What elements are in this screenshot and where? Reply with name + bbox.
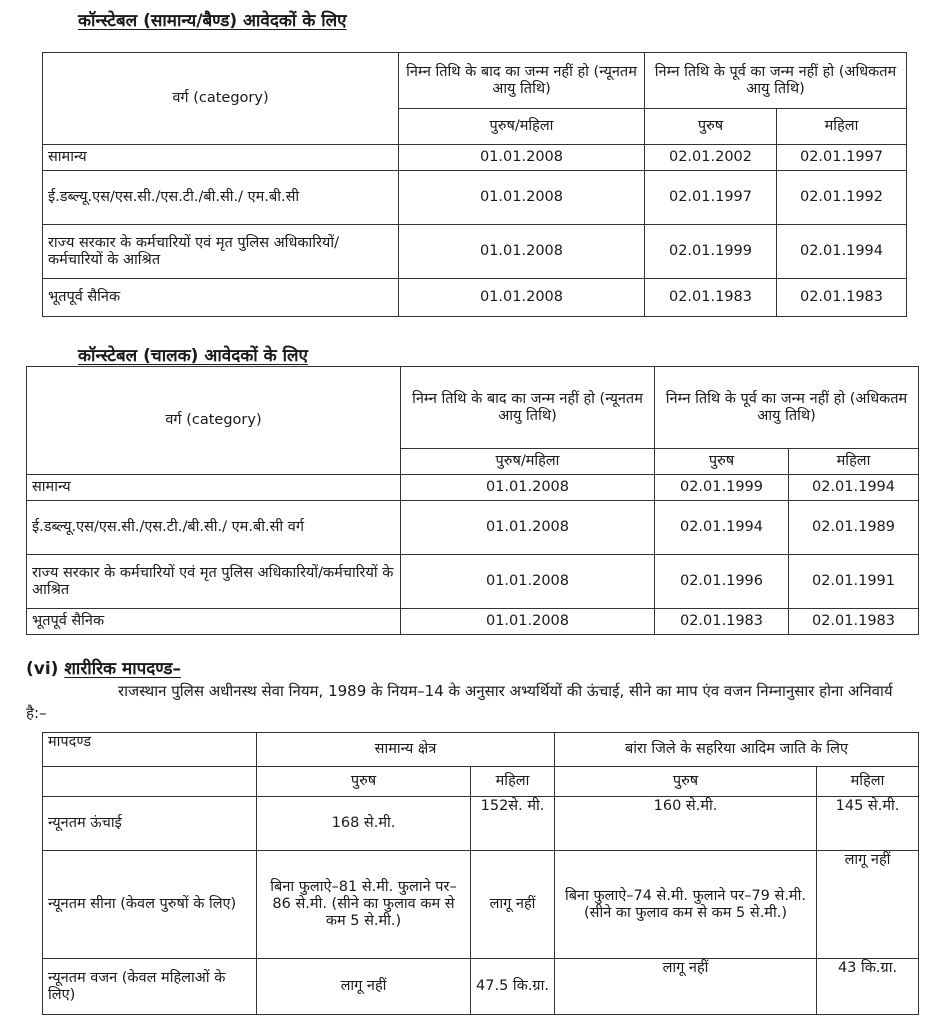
table-row xyxy=(43,851,919,959)
table-row xyxy=(27,475,919,501)
header-baran-sahariya: बांरा जिले के सहरिया आदिम जाति के लिए xyxy=(555,733,919,767)
section2-heading: कॉन्स्टेबल (चालक) आवेदकों के लिए xyxy=(78,346,308,366)
criteria-cell: न्यूनतम ऊंचाई xyxy=(43,797,257,851)
male-date-cell: 02.01.1999 xyxy=(655,475,789,501)
min-date-cell: 01.01.2008 xyxy=(401,475,655,501)
category-cell: ई.डब्ल्यू.एस/एस.सी./एस.टी./बी.सी./ एम.बी.सी वर्ग xyxy=(27,501,401,555)
section1-heading: कॉन्स्टेबल (सामान्य/बैण्ड) आवेदकों के लिए xyxy=(78,11,347,31)
category-cell: राज्य सरकार के कर्मचारियों एवं मृत पुलिस अधिकारियों/कर्मचारियों के आश्रित xyxy=(43,225,399,279)
header-category: वर्ग (category) xyxy=(43,53,399,145)
min-date-cell: 01.01.2008 xyxy=(399,225,645,279)
table-row xyxy=(43,797,919,851)
header-max-age: निम्न तिथि के पूर्व का जन्म नहीं हो (अधिकतम आयु तिथि) xyxy=(655,367,919,449)
gen-female-cell: 47.5 कि.ग्रा. xyxy=(471,959,555,1015)
category-cell: ई.डब्ल्यू.एस/एस.सी./एस.टी./बी.सी./ एम.बी.सी xyxy=(43,171,399,225)
male-date-cell: 02.01.1996 xyxy=(655,555,789,609)
header-male: पुरुष xyxy=(645,109,777,145)
baran-female-cell: 43 कि.ग्रा. xyxy=(817,959,919,1015)
table-row xyxy=(27,501,919,555)
min-date-cell: 01.01.2008 xyxy=(401,555,655,609)
female-date-cell: 02.01.1992 xyxy=(777,171,907,225)
header-min-age: निम्न तिथि के बाद का जन्म नहीं हो (न्यूनतम आयु तिथि) xyxy=(399,53,645,109)
header-gen-male: पुरुष xyxy=(257,767,471,797)
female-date-cell: 02.01.1991 xyxy=(789,555,919,609)
age-table-general-band xyxy=(42,52,907,317)
min-date-cell: 01.01.2008 xyxy=(399,171,645,225)
header-baran-female: महिला xyxy=(817,767,919,797)
male-date-cell: 02.01.1983 xyxy=(645,279,777,317)
table-row xyxy=(43,145,907,171)
age-table-driver xyxy=(26,366,919,635)
section3-title: शारीरिक मापदण्ड– xyxy=(64,659,181,679)
baran-male-cell: बिना फुलाऐ–74 से.मी. फुलाने पर–79 से.मी. (सीने का फुलाव कम से कम 5 से.मी.) xyxy=(555,851,817,959)
table-row xyxy=(43,959,919,1015)
gen-female-cell: 152से. मी. xyxy=(471,797,555,851)
baran-male-cell: लागू नहीं xyxy=(555,959,817,1015)
male-date-cell: 02.01.1999 xyxy=(645,225,777,279)
gen-male-cell: 168 से.मी. xyxy=(257,797,471,851)
table-row xyxy=(43,225,907,279)
male-date-cell: 02.01.1997 xyxy=(645,171,777,225)
header-baran-male: पुरुष xyxy=(555,767,817,797)
male-date-cell: 02.01.1983 xyxy=(655,609,789,635)
baran-male-cell: 160 से.मी. xyxy=(555,797,817,851)
blank-cell xyxy=(43,767,257,797)
male-date-cell: 02.01.1994 xyxy=(655,501,789,555)
female-date-cell: 02.01.1994 xyxy=(789,475,919,501)
min-date-cell: 01.01.2008 xyxy=(401,501,655,555)
gen-female-cell: लागू नहीं xyxy=(471,851,555,959)
gen-male-cell: बिना फुलाऐ–81 से.मी. फुलाने पर–86 से.मी. (सीने का फुलाव कम से कम 5 से.मी.) xyxy=(257,851,471,959)
female-date-cell: 02.01.1983 xyxy=(789,609,919,635)
table-row xyxy=(43,279,907,317)
female-date-cell: 02.01.1994 xyxy=(777,225,907,279)
table-row xyxy=(43,171,907,225)
category-cell: सामान्य xyxy=(43,145,399,171)
header-female: महिला xyxy=(777,109,907,145)
physical-standards-table xyxy=(42,732,919,1015)
table-row xyxy=(27,609,919,635)
header-min-age: निम्न तिथि के बाद का जन्म नहीं हो (न्यूनतम आयु तिथि) xyxy=(401,367,655,449)
header-general-area: सामान्य क्षेत्र xyxy=(257,733,555,767)
header-male-female: पुरुष/महिला xyxy=(401,449,655,475)
category-cell: सामान्य xyxy=(27,475,401,501)
baran-female-cell: लागू नहीं xyxy=(817,851,919,959)
male-date-cell: 02.01.2002 xyxy=(645,145,777,171)
header-male: पुरुष xyxy=(655,449,789,475)
header-max-age: निम्न तिथि के पूर्व का जन्म नहीं हो (अधिकतम आयु तिथि) xyxy=(645,53,907,109)
header-female: महिला xyxy=(789,449,919,475)
baran-female-cell: 145 से.मी. xyxy=(817,797,919,851)
category-cell: भूतपूर्व सैनिक xyxy=(27,609,401,635)
header-male-female: पुरुष/महिला xyxy=(399,109,645,145)
female-date-cell: 02.01.1997 xyxy=(777,145,907,171)
criteria-cell: न्यूनतम सीना (केवल पुरुषों के लिए) xyxy=(43,851,257,959)
rules-paragraph: राजस्थान पुलिस अधीनस्थ सेवा नियम, 1989 के नियम–14 के अनुसार अभ्यर्थियों की ऊंचाई, सीने का माप एंव वजन निम्नानुसार होना अनिवार्य है:– xyxy=(26,682,893,722)
female-date-cell: 02.01.1989 xyxy=(789,501,919,555)
criteria-cell: न्यूनतम वजन (केवल महिलाओं के लिए) xyxy=(43,959,257,1015)
min-date-cell: 01.01.2008 xyxy=(399,279,645,317)
category-cell: राज्य सरकार के कर्मचारियों एवं मृत पुलिस अधिकारियों/कर्मचारियों के आश्रित xyxy=(27,555,401,609)
table-row xyxy=(27,555,919,609)
gen-male-cell: लागू नहीं xyxy=(257,959,471,1015)
category-cell: भूतपूर्व सैनिक xyxy=(43,279,399,317)
female-date-cell: 02.01.1983 xyxy=(777,279,907,317)
header-criteria: मापदण्ड xyxy=(43,733,257,767)
min-date-cell: 01.01.2008 xyxy=(401,609,655,635)
section3-heading xyxy=(26,656,181,679)
header-category: वर्ग (category) xyxy=(27,367,401,475)
min-date-cell: 01.01.2008 xyxy=(399,145,645,171)
section-number: (vi) xyxy=(26,659,59,679)
header-gen-female: महिला xyxy=(471,767,555,797)
